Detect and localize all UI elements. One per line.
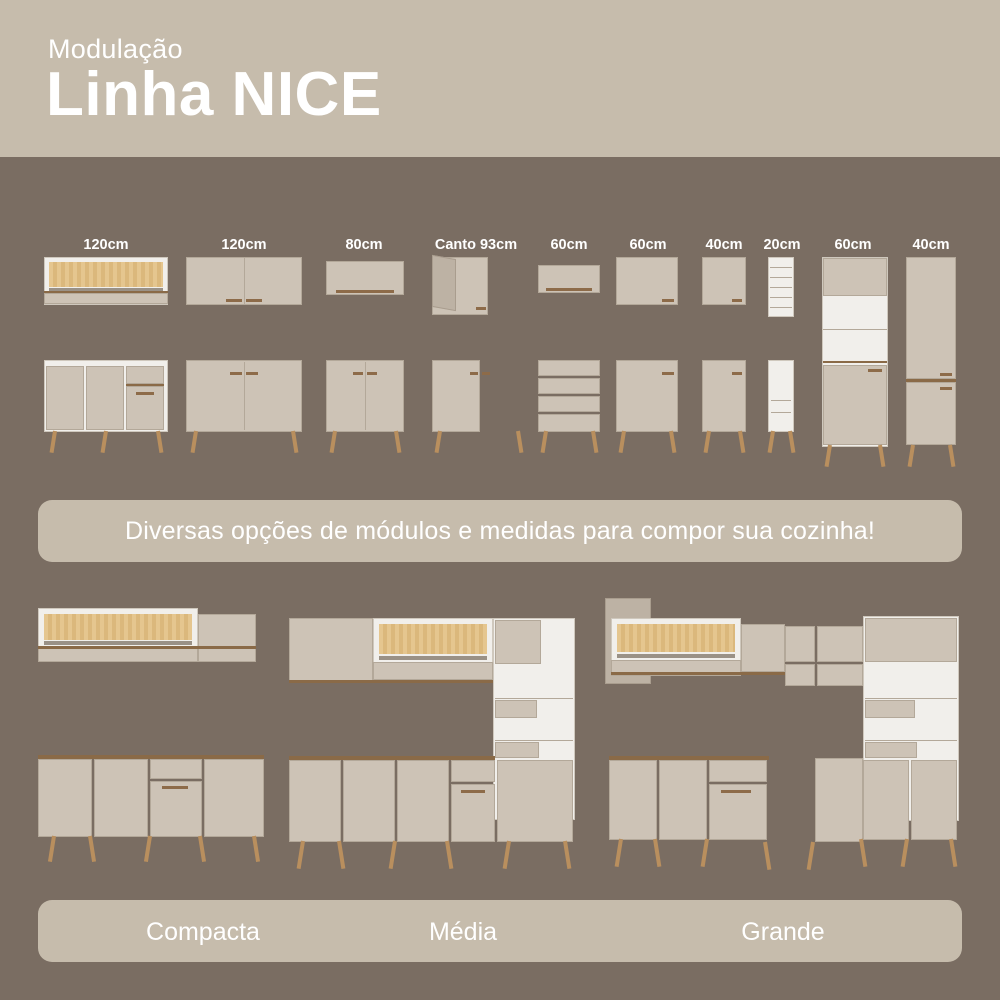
leg: [337, 841, 345, 869]
composition-label-media: Média: [428, 918, 498, 946]
leg: [807, 842, 815, 870]
base-unit-120-drawer[interactable]: [44, 360, 168, 446]
composition-label-compacta: Compacta: [146, 918, 260, 946]
wall-unit-60-low[interactable]: [538, 265, 600, 293]
leg: [901, 839, 909, 867]
leg: [394, 431, 401, 453]
leg: [763, 842, 771, 870]
leg: [144, 836, 152, 862]
module-size-label: 120cm: [83, 237, 129, 253]
module-size-label: 20cm: [763, 237, 801, 253]
leg: [615, 839, 623, 867]
leg: [191, 431, 198, 453]
leg: [619, 431, 626, 453]
leg: [50, 431, 57, 453]
module-size-label: 40cm: [912, 237, 950, 253]
leg: [653, 839, 661, 867]
module-size-label: Canto 93cm: [434, 237, 518, 253]
leg: [291, 431, 298, 453]
leg: [503, 841, 511, 869]
leg: [701, 839, 709, 867]
header-subtitle: Modulação: [48, 34, 183, 64]
leg: [825, 445, 832, 467]
module-size-label: 60cm: [834, 237, 872, 253]
leg: [563, 841, 571, 869]
base-unit-40[interactable]: [702, 360, 746, 446]
leg: [768, 431, 775, 453]
leg: [88, 836, 96, 862]
composition-label-bar: [38, 900, 962, 962]
leg: [788, 431, 795, 453]
leg: [704, 431, 711, 453]
leg: [738, 431, 745, 453]
leg: [435, 431, 442, 453]
leg: [516, 431, 523, 453]
header-band: [0, 0, 1000, 157]
base-unit-20-bottle-rack[interactable]: [768, 360, 794, 446]
wall-unit-40[interactable]: [702, 257, 746, 305]
leg: [48, 836, 56, 862]
middle-banner-text: Diversas opções de módulos e medidas para compor sua cozinha!: [124, 517, 876, 545]
base-unit-corner-93[interactable]: [432, 360, 528, 446]
tall-column-60[interactable]: [822, 257, 888, 447]
leg: [389, 841, 397, 869]
leg: [669, 431, 676, 453]
composition-label-grande: Grande: [741, 918, 825, 946]
base-unit-60-drawers[interactable]: [538, 360, 600, 446]
page-title: Linha NICE: [46, 60, 382, 129]
composition-media[interactable]: [285, 600, 585, 880]
leg: [101, 431, 108, 453]
leg: [297, 841, 305, 869]
wall-unit-120-glass[interactable]: [44, 257, 168, 305]
leg: [878, 445, 885, 467]
module-size-label: 40cm: [705, 237, 743, 253]
leg: [591, 431, 598, 453]
wall-unit-80[interactable]: [326, 261, 404, 295]
middle-banner: [38, 500, 962, 562]
base-unit-120-2door[interactable]: [186, 360, 302, 446]
module-size-label: 60cm: [550, 237, 588, 253]
wall-unit-60[interactable]: [616, 257, 678, 305]
module-size-label: 120cm: [221, 237, 267, 253]
wall-unit-corner-93[interactable]: [432, 257, 528, 315]
leg: [445, 841, 453, 869]
leg: [252, 836, 260, 862]
leg: [198, 836, 206, 862]
wall-unit-120-2door[interactable]: [186, 257, 302, 305]
leg: [948, 445, 955, 467]
leg: [541, 431, 548, 453]
leg: [156, 431, 163, 453]
base-unit-60[interactable]: [616, 360, 678, 446]
tall-column-40[interactable]: [906, 257, 956, 447]
module-catalogue: [0, 157, 1000, 487]
module-size-label: 60cm: [629, 237, 667, 253]
composition-grande[interactable]: [605, 598, 975, 883]
wall-unit-20-bottle-rack[interactable]: [768, 257, 794, 317]
leg: [330, 431, 337, 453]
composition-compacta[interactable]: [30, 600, 280, 880]
leg: [859, 839, 867, 867]
base-unit-80[interactable]: [326, 360, 404, 446]
module-size-label: 80cm: [345, 237, 383, 253]
leg: [908, 445, 915, 467]
leg: [949, 839, 957, 867]
